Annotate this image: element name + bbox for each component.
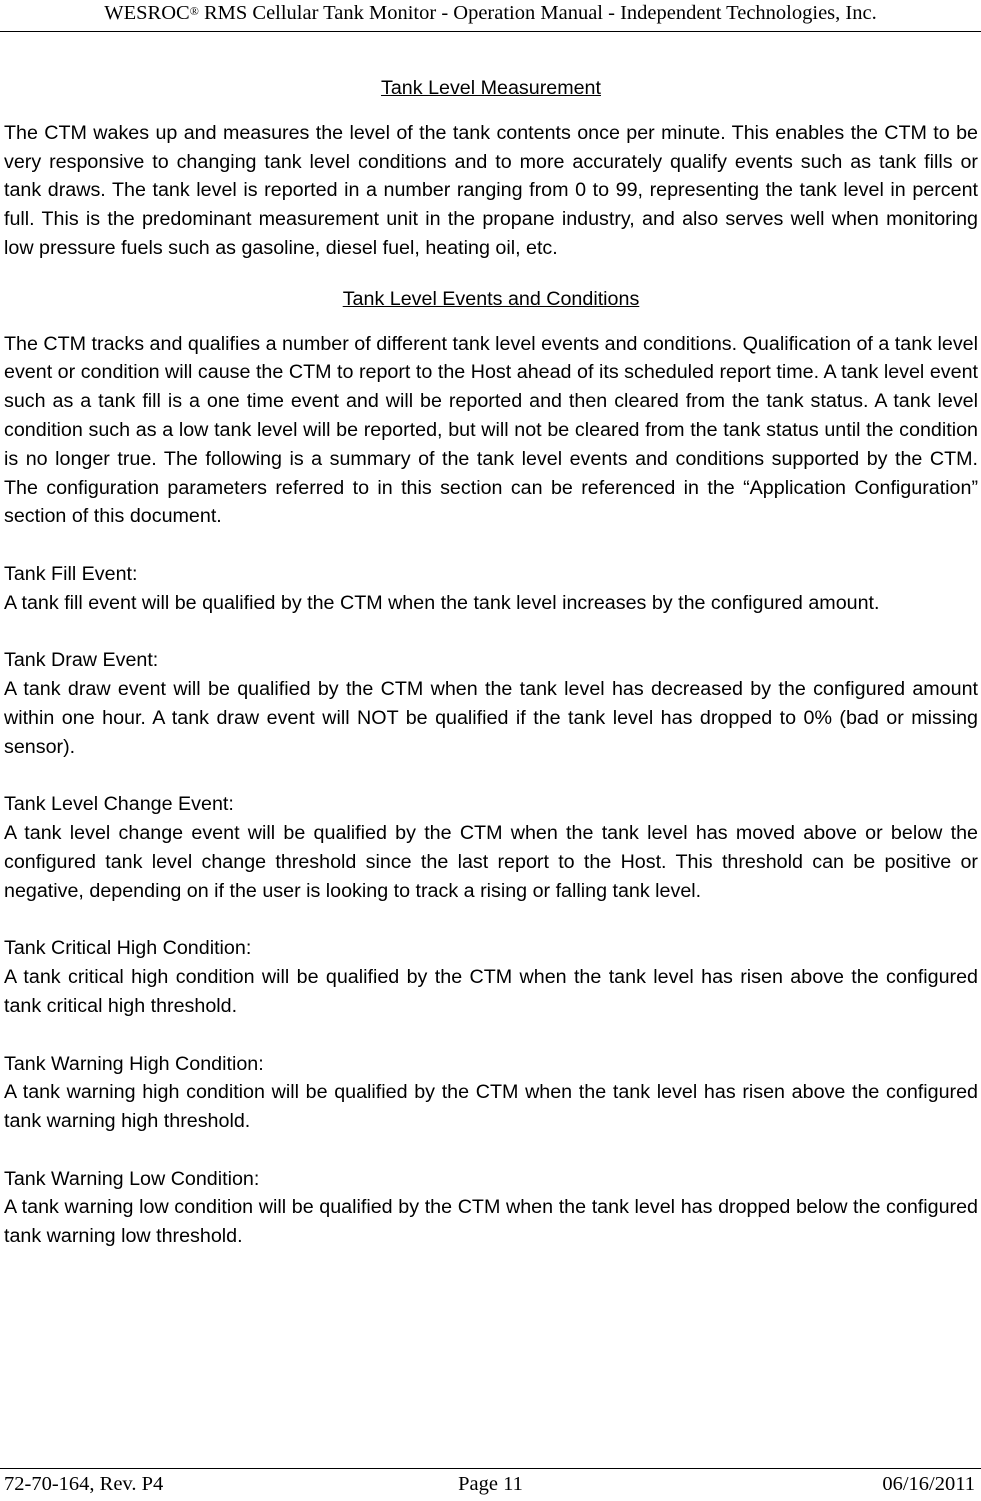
event-body-tank-critical-high: A tank critical high condition will be qualified by the CTM when the tank level has risen above the configured tank critical high threshold. [4,966,978,1017]
event-body-tank-level-change: A tank level change event will be qualified by the CTM when the tank level has moved above or below the configured tank level change threshold since the last report to the Host. This threshold can be positive or negative, depending on if the user is looking to track a rising or falling tank level. [4,822,978,902]
event-title-tank-draw: Tank Draw Event: [4,649,159,672]
section-body-tank-level-measurement: The CTM wakes up and measures the level of the tank contents once per minute. This enables the CTM to be very responsive to changing tank level conditions and to more accurately qualify events such as tank fills or tank draws. The tank level is reported in a number ranging from 0 to 99, representing the tank level in percent full. This is the predominant measurement unit in the propane industry, and also serves well when monitoring low pressure fuels such as gasoline, diesel fuel, heating oil, etc. [4,121,978,259]
page-content [4,74,978,1251]
event-title-tank-critical-high: Tank Critical High Condition: [4,937,252,960]
footer-doc-number: 72-70-164, Rev. P4 [4,1473,164,1495]
registered-mark: ® [189,4,199,18]
section-title-tank-level-measurement: Tank Level Measurement [381,77,601,99]
page-header [0,0,981,32]
event-title-tank-level-change: Tank Level Change Event: [4,793,234,816]
section-title-tank-level-events: Tank Level Events and Conditions [342,287,640,310]
event-title-tank-fill: Tank Fill Event: [4,562,138,585]
event-body-tank-fill: A tank fill event will be qualified by the CTM when the tank level increases by the configured amount. [4,591,880,614]
section-body-tank-level-events: The CTM tracks and qualifies a number of different tank level events and conditions. Qualification of a tank level event or condition will cause the CTM to report to the Host ahead of its scheduled report time. A tank level event such as a tank fill is a one time event and will be reported and then cleared from the tank status. A tank level condition such as a low tank level will be reported, but will not be cleared from the tank status until the condition is no longer true. The following is a summary of the tank level events and conditions supported by the CTM. The configuration parameters referred to in this section can be referenced in the “Application Configuration” section of this document. [4,332,978,528]
event-body-tank-draw: A tank draw event will be qualified by the CTM when the tank level has decreased by the configured amount within one hour. A tank draw event will NOT be qualified if the tank level has dropped to 0% (bad or missing sensor). [4,678,978,758]
event-body-tank-warning-high: A tank warning high condition will be qualified by the CTM when the tank level has risen above the configured tank warning high threshold. [4,1081,978,1133]
footer-page-number: Page 11 [458,1473,523,1495]
event-title-tank-warning-high: Tank Warning High Condition: [4,1052,264,1075]
event-body-tank-warning-low: A tank warning low condition will be qualified by the CTM when the tank level has dropped below the configured tank warning low threshold. [4,1196,978,1248]
header-brand: WESROC [104,2,190,24]
event-title-tank-warning-low: Tank Warning Low Condition: [4,1167,260,1190]
page-footer [0,1468,981,1501]
header-title: RMS Cellular Tank Monitor - Operation Manual - Independent Technologies, Inc. [198,2,877,24]
footer-date: 06/16/2011 [882,1473,975,1495]
